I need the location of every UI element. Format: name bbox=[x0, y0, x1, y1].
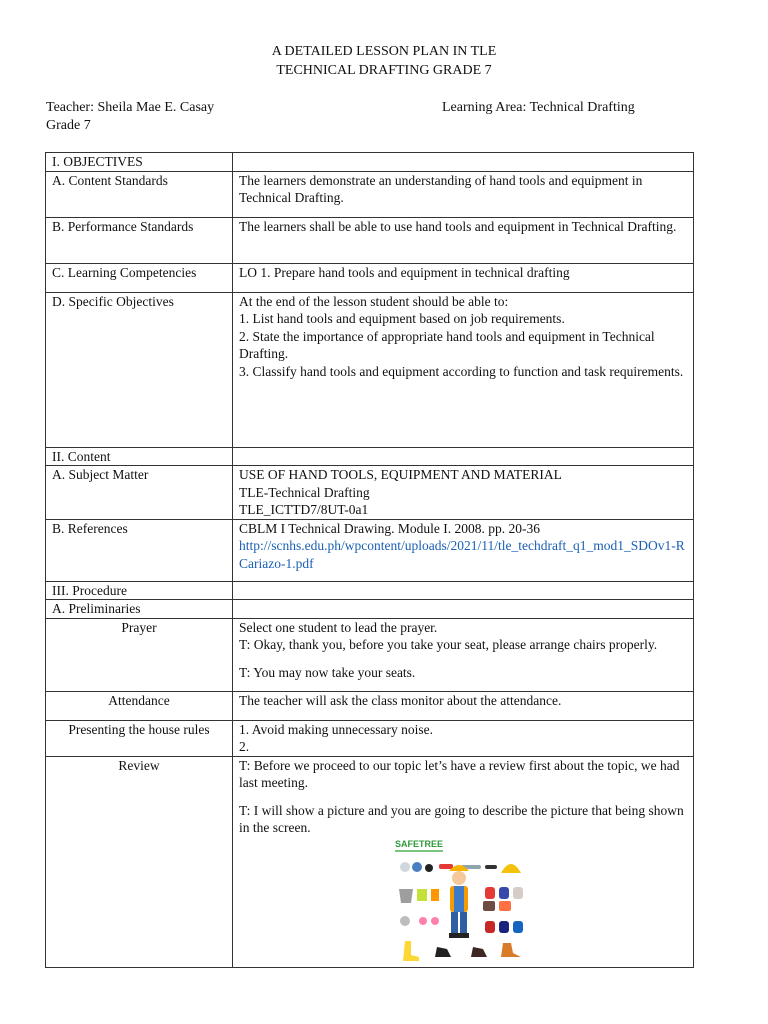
references-text bbox=[233, 519, 694, 581]
procedure-heading: III. Procedure bbox=[46, 581, 233, 600]
prayer-line: T: You may now take your seats. bbox=[239, 664, 416, 680]
document-title-line1: A DETAILED LESSON PLAN IN TLE bbox=[271, 44, 497, 59]
performance-standards-text: The learners shall be able to use hand tools and equipment in Technical Drafting. bbox=[233, 217, 694, 263]
document-title-line2: TECHNICAL DRAFTING GRADE 7 bbox=[276, 63, 492, 78]
learning-competencies-text: LO 1. Prepare hand tools and equipment in technical drafting bbox=[233, 263, 694, 292]
table-row bbox=[46, 519, 694, 581]
table-row bbox=[46, 153, 694, 172]
learning-competencies-label: C. Learning Competencies bbox=[46, 263, 233, 292]
prayer-line: Select one student to lead the prayer. bbox=[239, 619, 438, 635]
subject-matter-label: A. Subject Matter bbox=[46, 466, 233, 520]
grade-level: Grade 7 bbox=[46, 118, 91, 133]
table-row bbox=[46, 756, 694, 967]
table-row bbox=[46, 691, 694, 720]
subject-matter-title: USE OF HAND TOOLS, EQUIPMENT AND MATERIAL bbox=[239, 467, 562, 482]
subject-matter-course: TLE-Technical Drafting bbox=[239, 484, 370, 500]
prayer-label: Prayer bbox=[46, 618, 233, 691]
table-row bbox=[46, 292, 694, 447]
review-line: T: Before we proceed to our topic let’s have a review first about the topic, we had last meeting. bbox=[239, 757, 680, 790]
house-rule-item: 1. Avoid making unnecessary noise. bbox=[239, 721, 433, 737]
review-line: T: I will show a picture and you are going to describe the picture that being shown in the screen. bbox=[239, 802, 684, 835]
specific-objectives-text bbox=[233, 292, 694, 447]
table-row bbox=[46, 466, 694, 520]
preliminaries-label: A. Preliminaries bbox=[46, 600, 233, 619]
safety-equipment-image bbox=[391, 837, 531, 967]
table-row bbox=[46, 263, 694, 292]
specific-objective-item: 2. State the importance of appropriate hand tools and equipment in Technical Drafting. bbox=[239, 328, 655, 361]
content-heading: II. Content bbox=[46, 447, 233, 466]
table-row bbox=[46, 581, 694, 600]
image-brand-text: SAFETREE bbox=[395, 838, 444, 849]
table-row bbox=[46, 171, 694, 217]
specific-objectives-intro: At the end of the lesson student should be able to: bbox=[239, 293, 509, 309]
subject-matter-code: TLE_ICTTD7/8UT-0a1 bbox=[239, 502, 369, 517]
content-standards-label: A. Content Standards bbox=[46, 171, 233, 217]
table-row bbox=[46, 447, 694, 466]
house-rule-item: 2. bbox=[239, 739, 250, 754]
review-text bbox=[233, 756, 694, 967]
specific-objective-item: 1. List hand tools and equipment based on job requirements. bbox=[239, 311, 565, 326]
references-label: B. References bbox=[46, 519, 233, 581]
house-rules-label: Presenting the house rules bbox=[46, 720, 233, 756]
review-label: Review bbox=[46, 756, 233, 967]
table-row bbox=[46, 720, 694, 756]
content-standards-text: The learners demonstrate an understanding of hand tools and equipment in Technical Drafting. bbox=[233, 171, 694, 217]
reference-link[interactable]: http://scnhs.edu.ph/wpcontent/uploads/2021/11/tle_techdraft_q1_mod1_SDOv1-RCariazo-1.pdf bbox=[239, 538, 685, 571]
specific-objectives-label: D. Specific Objectives bbox=[46, 292, 233, 447]
learning-area: Learning Area: Technical Drafting bbox=[442, 100, 635, 115]
prayer-text bbox=[233, 618, 694, 691]
table-row bbox=[46, 618, 694, 691]
house-rules-text bbox=[233, 720, 694, 756]
performance-standards-label: B. Performance Standards bbox=[46, 217, 233, 263]
attendance-text: The teacher will ask the class monitor about the attendance. bbox=[233, 691, 694, 720]
subject-matter-text bbox=[233, 466, 694, 520]
reference-citation: CBLM I Technical Drawing. Module I. 2008. pp. 20-36 bbox=[239, 520, 541, 536]
teacher-name: Teacher: Sheila Mae E. Casay bbox=[46, 100, 215, 115]
prayer-line: T: Okay, thank you, before you take your seat, please arrange chairs properly. bbox=[239, 637, 658, 652]
specific-objective-item: 3. Classify hand tools and equipment according to function and task requirements. bbox=[239, 363, 684, 379]
objectives-heading: I. OBJECTIVES bbox=[46, 153, 233, 172]
table-row bbox=[46, 600, 694, 619]
lesson-plan-table bbox=[45, 152, 694, 968]
table-row bbox=[46, 217, 694, 263]
attendance-label: Attendance bbox=[46, 691, 233, 720]
